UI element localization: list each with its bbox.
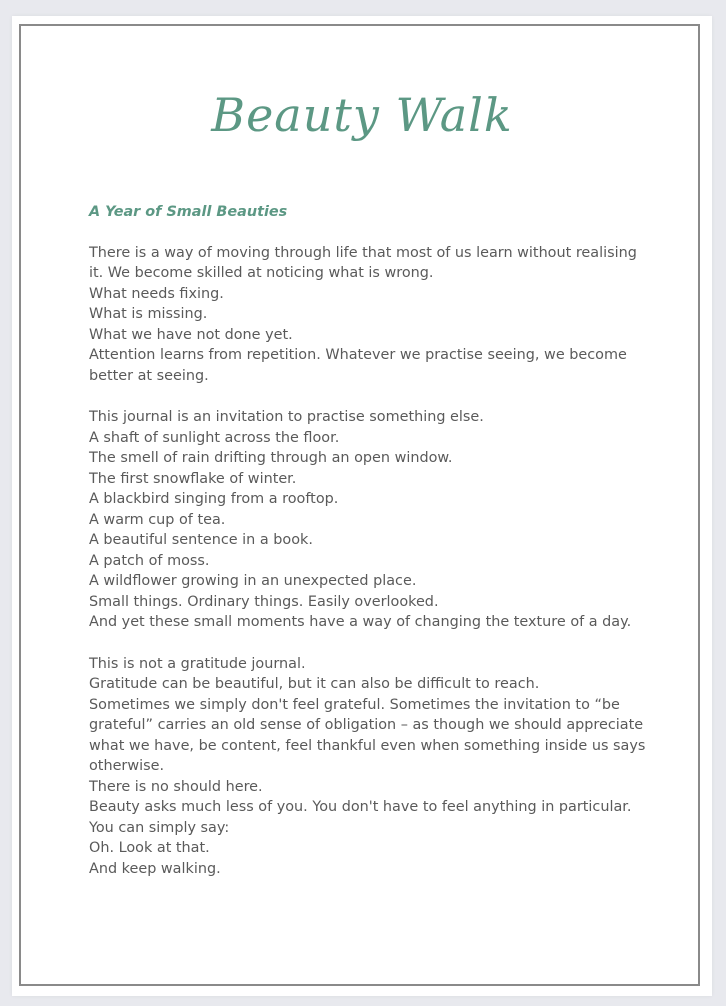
text-line: What is missing. xyxy=(89,306,208,322)
text-line: And keep walking. xyxy=(89,860,221,877)
text-line: Attention learns from repetition. Whatever we practise seeing, we become better at seeing. xyxy=(89,347,627,384)
text-line: And yet these small moments have a way of changing the texture of a day. xyxy=(89,614,632,630)
text-line: A beautiful sentence in a book. xyxy=(89,532,313,548)
paragraph-invitation xyxy=(89,407,649,633)
text-line: There is no should here. xyxy=(89,778,263,795)
section-subtitle: A Year of Small Beauties xyxy=(89,204,288,220)
text-line: A shaft of sunlight across the floor. xyxy=(89,429,340,446)
text-line: The smell of rain drifting through an open window. xyxy=(89,450,453,466)
text-line: A wildflower growing in an unexpected place. xyxy=(89,573,417,589)
text-line: There is a way of moving through life that most of us learn without realising it. We become skilled at noticing what is wrong. xyxy=(89,244,637,281)
text-line: What needs fixing. xyxy=(89,285,224,302)
text-line: The first snowflake of winter. xyxy=(89,470,297,487)
text-line: A warm cup of tea. xyxy=(89,511,226,528)
text-line: A patch of moss. xyxy=(89,552,210,569)
text-line: This journal is an invitation to practise something else. xyxy=(89,409,484,425)
text-line: What we have not done yet. xyxy=(89,326,293,343)
text-line: This is not a gratitude journal. xyxy=(89,655,306,672)
text-line: Oh. Look at that. xyxy=(89,840,210,856)
body-content xyxy=(89,202,649,900)
text-line: Gratitude can be beautiful, but it can also be difficult to reach. xyxy=(89,676,540,692)
text-line: Sometimes we simply don't feel grateful. Sometimes the invitation to “be grateful” carries an old sense of obligation – as though we should appreciate what we have, be content, feel thankful even when something inside us says otherwise. xyxy=(89,696,646,774)
page-title: Beauty Walk xyxy=(211,88,513,142)
page-sheet xyxy=(12,16,712,996)
text-line: Small things. Ordinary things. Easily overlooked. xyxy=(89,593,439,610)
text-line: Beauty asks much less of you. You don't have to feel anything in particular. You can simply say: xyxy=(89,799,632,836)
text-line: A blackbird singing from a rooftop. xyxy=(89,491,339,507)
paragraph-intro xyxy=(89,243,649,387)
paragraph-gratitude xyxy=(89,654,649,880)
